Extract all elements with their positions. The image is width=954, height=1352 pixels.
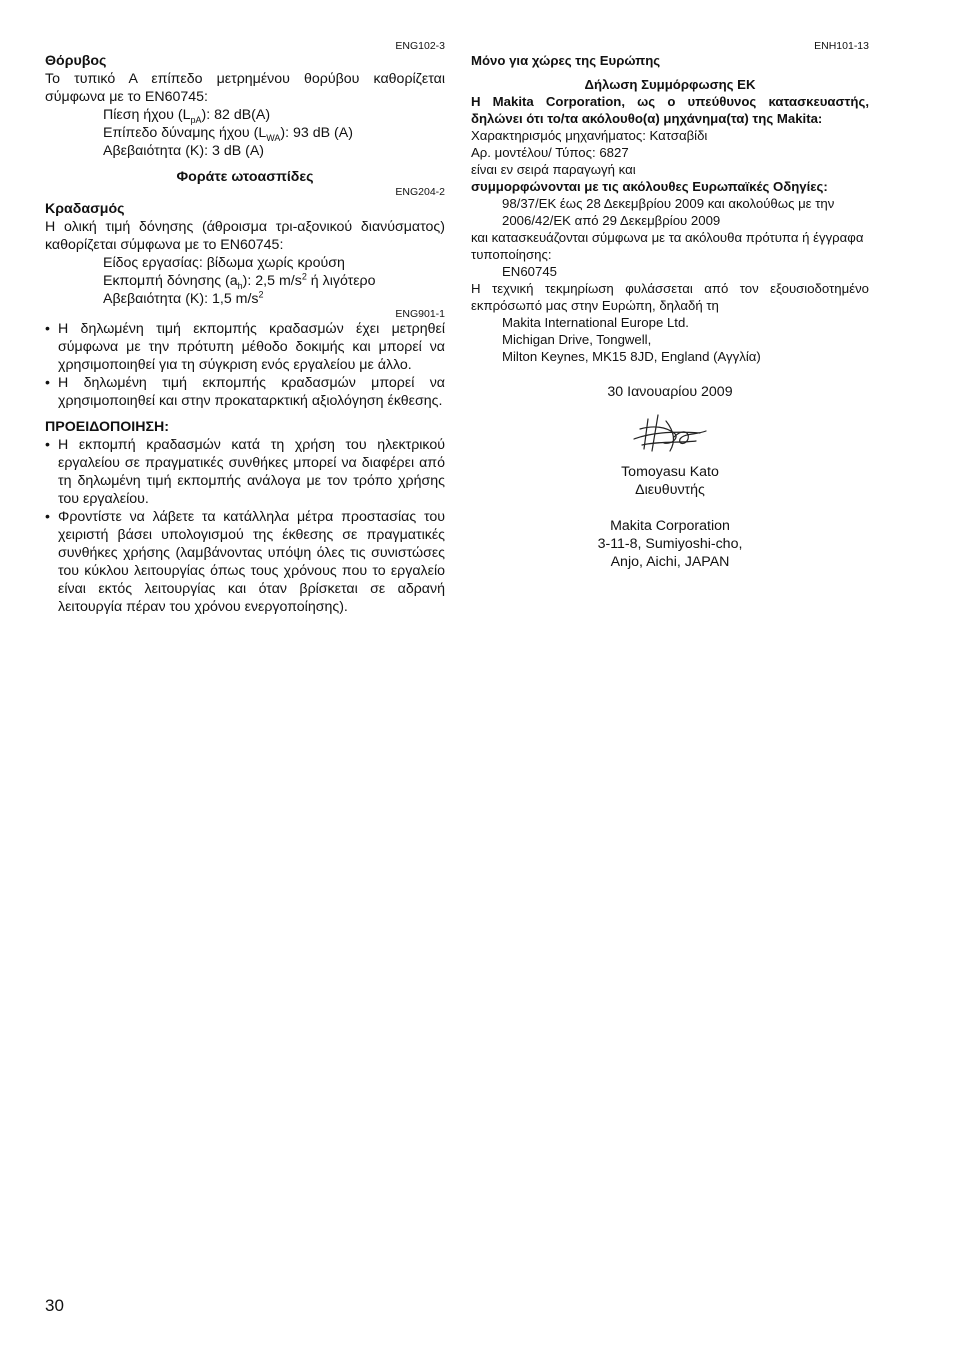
vibration-intro: Η ολική τιμή δόνησης (άθροισμα τρι-αξονικού διανύσματος) καθορίζεται σύμφωνα με το EN60745:	[45, 219, 445, 253]
sound-pressure: Πίεση ήχου $(L_{pA})$: 82 dB(A)	[103, 107, 271, 125]
signature-icon	[630, 411, 710, 455]
declaration-title: Δήλωση Συμμόρφωσης ΕΚ	[584, 77, 756, 92]
work-mode: Είδος εργασίας: βίδωμα χωρίς κρούση	[103, 255, 345, 271]
sound-power: Επίπεδο δύναμης ήχου $(L_{WA})$: 93 dB (A)	[103, 125, 353, 143]
representative-street: Michigan Drive, Tongwell,	[502, 332, 652, 347]
list-item: • Η δηλωμένη τιμή εκπομπής κραδασμών μπορεί να χρησιμοποιηθεί και στην προκαταρκτική αξιολόγηση έκθεσης.	[45, 375, 445, 409]
representative-name: Makita International Europe Ltd.	[502, 315, 689, 330]
series-production: είναι εν σειρά παραγωγή και	[471, 162, 636, 177]
vibration-heading: Κραδασμός	[45, 201, 125, 217]
directives-heading: συμμορφώνονται με τις ακόλουθες Ευρωπαϊκές Οδηγίες:	[471, 179, 828, 194]
company-address-line2: Anjo, Aichi, JAPAN	[610, 554, 730, 570]
section-code: ENG204-2	[395, 186, 445, 198]
vibration-emission: Εκπομπή δόνησης $(a_h)$: 2,5 $m/s^2$ ή λιγότερο	[103, 271, 376, 291]
company-address-line1: 3-11-8, Sumiyoshi-cho,	[597, 536, 743, 552]
ear-protection-note: Φοράτε ωτοασπίδες	[176, 169, 314, 185]
standards-intro: και κατασκευάζονται σύμφωνα με τα ακόλουθα πρότυπα ή έγγραφα τυποποίησης:	[471, 230, 864, 262]
section-code: ENG102-3	[395, 40, 445, 52]
list-item: • Η εκπομπή κραδασμών κατά τη χρήση του ηλεκτρικού εργαλείου σε πραγματικές συνθήκες μπορεί να διαφέρει από τη δηλωμένη τιμή εκπομπής ανάλογα με τον τρόπο χρήσης του εργαλείου.	[45, 437, 445, 507]
section-code: ENG901-1	[395, 308, 445, 320]
right-column	[471, 40, 869, 571]
declaration-date: 30 Ιανουαρίου 2009	[607, 384, 733, 400]
company-name: Makita Corporation	[610, 518, 730, 534]
declaration-statement: Η Makita Corporation, ως ο υπεύθυνος κατασκευαστής, δηλώνει ότι το/τα ακόλουθο(α) μηχάνημα(τα) της Makita:	[471, 94, 869, 126]
left-column	[45, 40, 445, 616]
technical-file-text: Η τεχνική τεκμηρίωση φυλάσσεται από τον εξουσιοδοτημένο εκπρόσωπό μας στην Ευρώπη, δηλαδή τη	[471, 281, 869, 313]
noise-uncertainty: Αβεβαιότητα (K): 3 dB (A)	[103, 143, 265, 159]
europe-only-heading: Μόνο για χώρες της Ευρώπης	[471, 53, 661, 68]
vibration-uncertainty: Αβεβαιότητα (K): 1,5 $m/s^2$	[103, 289, 264, 307]
signer-name: Tomoyasu Kato	[621, 464, 719, 480]
section-code: ENH101-13	[814, 40, 869, 52]
representative-city: Milton Keynes, MK15 8JD, England (Αγγλία)	[502, 349, 761, 364]
signer-title: Διευθυντής	[635, 482, 705, 498]
directive-text: 98/37/ΕΚ έως 28 Δεκεμβρίου 2009 και ακολούθως με την 2006/42/ΕΚ από 29 Δεκεμβρίου 2009	[502, 196, 835, 228]
noise-heading: Θόρυβος	[45, 53, 107, 69]
model-number: Αρ. μοντέλου/ Τύπος: 6827	[471, 145, 629, 160]
machine-designation: Χαρακτηρισμός μηχανήματος: Κατσαβίδι	[471, 128, 708, 143]
warning-heading: ΠΡΟΕΙΔΟΠΟΙΗΣΗ:	[45, 419, 169, 435]
standard-code: EN60745	[502, 264, 557, 279]
list-item: • Η δηλωμένη τιμή εκπομπής κραδασμών έχει μετρηθεί σύμφωνα με την πρότυπη μέθοδο δοκιμής και μπορεί να χρησιμοποιηθεί για τη σύγκριση ενός εργαλείου με άλλο.	[45, 321, 445, 373]
noise-intro: Το τυπικό Α επίπεδο μετρημένου θορύβου καθορίζεται σύμφωνα με το EN60745:	[45, 71, 445, 105]
page-number: 30	[45, 1296, 64, 1315]
list-item: • Φροντίστε να λάβετε τα κατάλληλα μέτρα προστασίας του χειριστή βάσει υπολογισμού της έκθεσης σε πραγματικές συνθήκες χρήσης (λαμβάνοντας υπόψη όλες τις συνιστώσες του κύκλου λειτουργίας όπως τους χρόνους που το εργαλείο είναι εκτός λειτουργίας και όταν βρίσκεται σε αδρανή λειτουργία πέραν του χρόνου ενεργοποίησης).	[45, 509, 445, 615]
